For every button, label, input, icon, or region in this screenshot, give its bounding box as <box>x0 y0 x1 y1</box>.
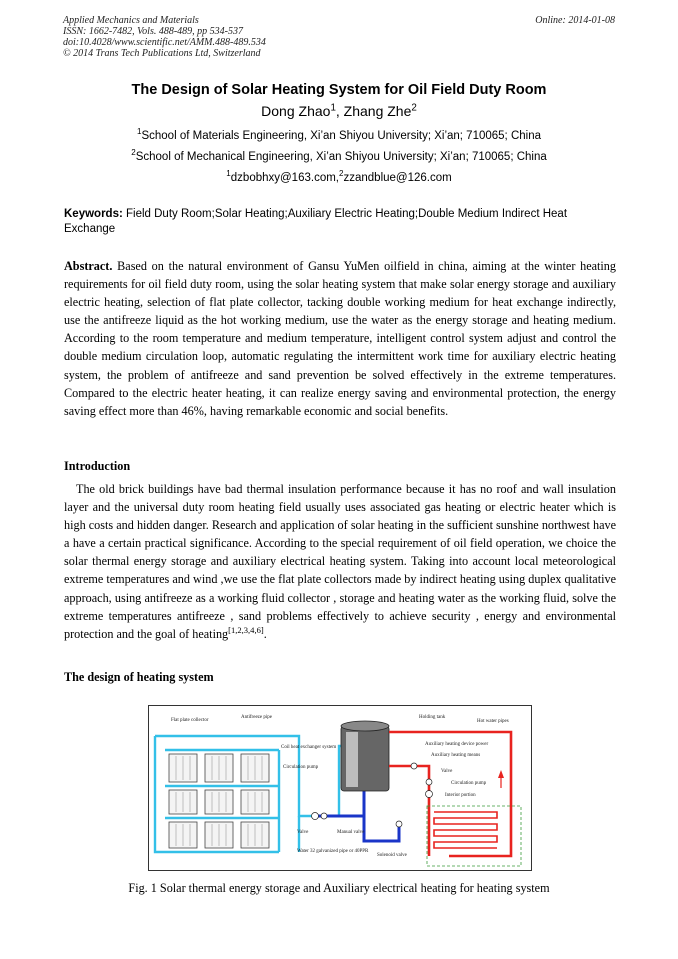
introduction-body: The old brick buildings have bad thermal insulation performance because it has no roof and wall insulation layer and the universal duty room heating field usually uses associated gas heating or electric heater which is high costs and hidden danger. Research and application of solar heating in the sufficient sunshine northwest have a have a certain practical significance. According to the special requirement of oil field operation, we choice the solar thermal energy storage and auxiliary electrical heating system. Taking into account local meteorological extreme temperatures and wind ,we use the flat plate collectors made by indirect heating using duplex qualitative approach, using antifreeze as a working fluid collector , storage and heating water as the working fluid, solve the extreme temperatures antifreeze , sand problems effectively to achieve security , energy and environmental protection and the goal of heating <box>64 482 616 641</box>
system-diagram <box>148 705 532 871</box>
label-valve-right: Valve <box>441 769 453 774</box>
affiliation-mark: 1 <box>136 127 142 137</box>
issn: ISSN: 1662-7482, Vols. 488-489, pp 534-537 <box>63 26 243 37</box>
authors: Dong Zhao$^1$, Zhang Zhe$^2$ <box>261 102 417 119</box>
author-name: Dong Zhao <box>261 103 331 119</box>
valve-icon <box>321 813 327 819</box>
diagram-svg <box>149 706 531 870</box>
abstract <box>64 257 616 420</box>
doi: doi:10.4028/www.scientific.net/AMM.488-489.534 <box>63 37 266 48</box>
label-circulation-pump-left: Circulation pump <box>283 765 319 770</box>
figure-caption: Fig. 1 Solar thermal energy storage and Auxiliary electrical heating for heating system <box>128 881 550 895</box>
email-mark: 2 <box>339 169 344 179</box>
author-mark: 2 <box>411 102 417 114</box>
keywords-text: Field Duty Room;Solar Heating;Auxiliary Electric Heating;Double Medium Indirect Heat Exchange <box>64 208 568 235</box>
introduction-end: . <box>263 626 267 641</box>
valve-icon <box>411 763 417 769</box>
keywords <box>64 207 616 237</box>
introduction-heading: Introduction <box>64 459 131 473</box>
emails <box>0 169 678 184</box>
solenoid-valve-icon <box>396 821 402 827</box>
author-name: Zhang Zhe <box>343 103 412 119</box>
affiliation-text: School of Materials Engineering, Xi’an Shiyou University; Xi’an; 710065; China <box>141 130 541 142</box>
label-antifreeze-pipe: Antifreeze pipe <box>241 715 272 720</box>
email-2: zzandblue@126.com <box>343 172 452 184</box>
label-interior-portion: Interior portion <box>445 793 476 798</box>
email-mark: 1 <box>226 169 231 179</box>
affiliation-mark: 2 <box>131 148 136 158</box>
affiliation-2 <box>0 148 678 163</box>
label-manual-valve: Manual valve <box>337 830 365 835</box>
author-mark: 1 <box>330 102 336 114</box>
label-solenoid-valve: Solenoid valve <box>377 853 407 858</box>
design-heading: The design of heating system <box>64 670 214 684</box>
cold-water-loop <box>364 791 399 841</box>
label-circulation-pump-right: Circulation pump <box>451 781 487 786</box>
introduction-citation: [1,2,3,4,6] <box>228 624 264 635</box>
pump-icon <box>312 813 319 820</box>
paper-title: The Design of Solar Heating System for Oil Field Duty Room <box>131 82 547 98</box>
journal-name: Applied Mechanics and Materials <box>63 15 199 26</box>
label-flat-plate-collector: Flat plate collector <box>171 718 209 723</box>
journal-header <box>63 15 615 59</box>
pump-icon <box>426 791 433 798</box>
affiliation-text: School of Mechanical Engineering, Xi’an Shiyou University; Xi’an; 710065; China <box>135 151 547 163</box>
holding-tank <box>341 721 389 791</box>
abstract-label: Abstract. <box>64 259 113 273</box>
valve-icon <box>426 779 432 785</box>
affiliation-1 <box>0 127 678 142</box>
introduction-text <box>64 480 616 643</box>
label-water-pipe: Water 32 galvanized pipe or 40PPR <box>297 849 369 854</box>
label-hot-water-pipes: Hot water pipes <box>477 719 509 724</box>
keywords-label: Keywords: <box>64 208 123 220</box>
label-aux-means: Auxiliary heating means <box>431 753 481 758</box>
label-valve-bottom: Valve <box>297 830 309 835</box>
online-date: Online: 2014-01-08 <box>535 15 615 26</box>
label-coil-heat-exchanger: Coil heat exchanger system <box>281 745 337 750</box>
email-1: dzbobhxy@163.com, <box>230 172 339 184</box>
abstract-text: Based on the natural environment of Gansu YuMen oilfield in china, aiming at the winter heating requirements for oil field duty room, using the solar heating system that make solar energy storage and auxiliary electric heating, selection of flat plate collector, tacking double working medium for heat exchange indirectly, use the antifreeze liquid as the hot working medium, use the water as the energy storage and heating medium. According to the room temperature and medium temperature, intelligent control system adjust and control the double medium circulation loop, automatic regulating the intermittent work time for auxiliary electric heating system, the problem of antifreeze and sand prevention be solved effectively in the extreme temperatures. Compared to the electric heater heating, it can realize energy saving and environmental protection, the energy saving effect more than 46%, having remarkable economic and social benefits. <box>64 259 616 418</box>
copyright: © 2014 Trans Tech Publications Ltd, Switzerland <box>63 48 261 59</box>
label-aux-power: Auxiliary heating device power <box>425 742 489 747</box>
label-holding-tank: Holding tank <box>419 715 446 720</box>
floor-heating-coil <box>434 812 497 848</box>
